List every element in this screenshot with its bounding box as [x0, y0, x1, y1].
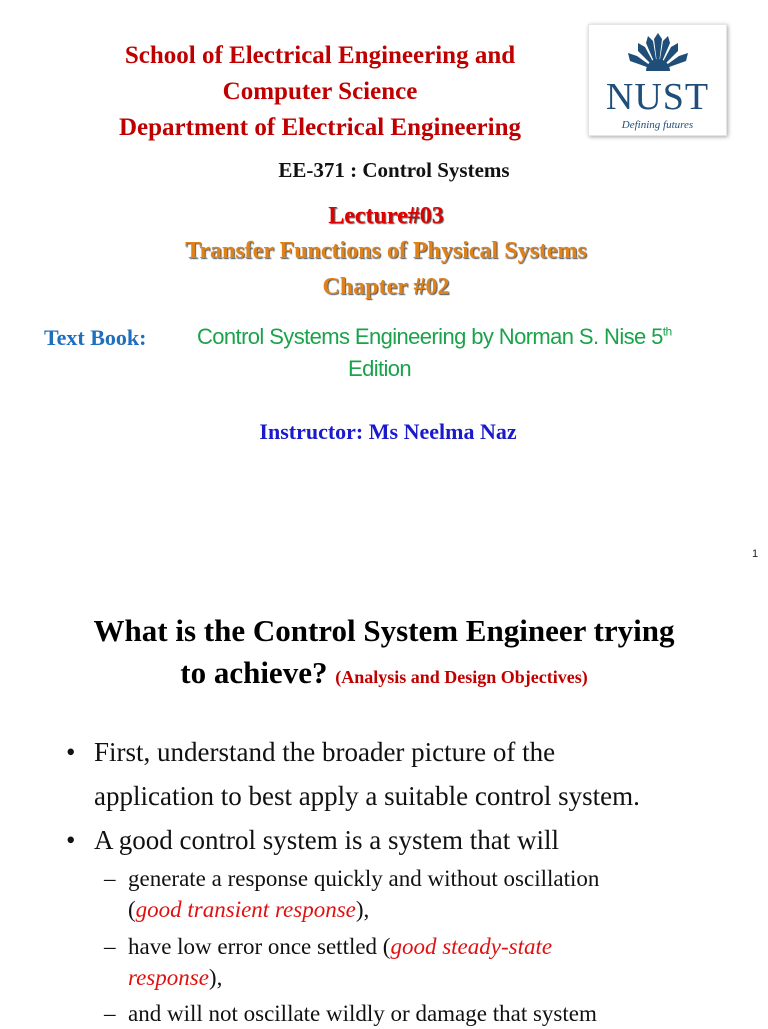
logo-wordmark: NUST — [605, 76, 710, 118]
highlight-term: good transient response — [135, 897, 356, 922]
sub-bullet-item: – generate a response quickly and without oscillation (good transient response), — [104, 863, 704, 925]
school-header — [60, 38, 580, 146]
bullet-icon: • — [66, 737, 76, 767]
sub-bullet-item: – and will not oscillate wildly or damage that system — [104, 998, 704, 1029]
slide-title-line1: What is the Control System Engineer trying — [93, 613, 675, 648]
sub-bullet-item: – have low error once settled (good steady-state response), — [104, 931, 704, 993]
bullet-icon: • — [66, 825, 76, 855]
bullet-item: • First, understand the broader picture of the application to best apply a suitable control system. — [66, 730, 746, 818]
textbook-label: Text Book: — [44, 325, 147, 350]
nust-logo — [588, 24, 727, 136]
page-number: 1 — [752, 548, 759, 560]
lecture-title: Transfer Functions of Physical Systems — [185, 238, 587, 264]
textbook-title-line1: Control Systems Engineering by Norman S. Nise 5 — [197, 324, 663, 349]
course-title: EE-371 : Control Systems — [278, 158, 510, 182]
lecture-number: Lecture#03 — [328, 203, 444, 229]
dash-icon: – — [104, 934, 116, 959]
chapter-number: Chapter #02 — [322, 274, 450, 300]
highlight-term: good steady-state — [390, 934, 553, 959]
nust-sunburst-icon — [624, 31, 692, 75]
slide-title — [40, 610, 728, 698]
logo-tagline: Defining futures — [621, 119, 694, 131]
dash-icon: – — [104, 866, 116, 891]
bullet-item: • A good control system is a system that will — [66, 818, 746, 862]
textbook-title — [197, 324, 672, 350]
slide-title-line2: to achieve? (Analysis and Design Objectives) — [180, 655, 588, 690]
school-line-1: School of Electrical Engineering and — [124, 42, 516, 69]
textbook-edition-superscript: th — [662, 324, 672, 339]
dash-icon: – — [104, 1001, 116, 1026]
instructor-name: Instructor: Ms Neelma Naz — [259, 419, 517, 444]
textbook-edition: Edition — [348, 356, 412, 381]
department-line: Department of Electrical Engineering — [119, 114, 521, 141]
school-line-2: Computer Science — [222, 78, 418, 105]
highlight-term: response — [128, 965, 209, 990]
slide-subtitle: (Analysis and Design Objectives) — [335, 667, 588, 687]
